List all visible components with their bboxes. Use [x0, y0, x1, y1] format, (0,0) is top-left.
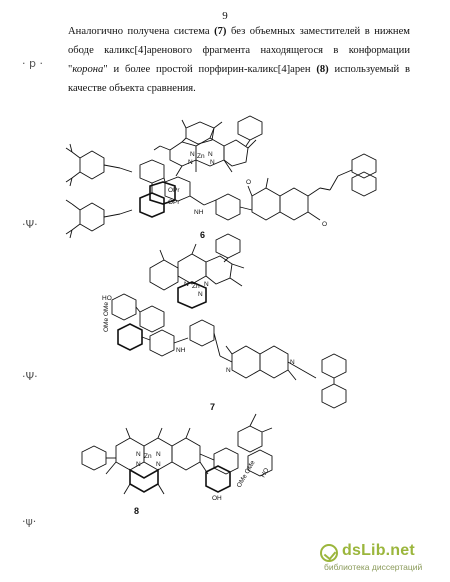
atom-label: OPr — [168, 199, 180, 206]
atom-label: O — [246, 179, 252, 186]
compound-label-6: 6 — [200, 230, 206, 240]
margin-mark: ·Ψ· — [22, 370, 38, 383]
atom-label: N — [290, 359, 295, 366]
watermark-title: dsLib.net — [342, 542, 415, 559]
text-segment: Аналогично получена система — [68, 26, 215, 37]
text-segment: " и более простой порфирин-каликс[4]арен — [103, 64, 317, 75]
atom-label: Zn — [144, 453, 152, 460]
atom-label: N — [136, 451, 141, 458]
atom-label: OPr — [168, 187, 180, 194]
compound-ref-8: (8) — [316, 64, 329, 75]
atom-label: N — [188, 159, 193, 166]
atom-label: Zn — [197, 153, 205, 160]
margin-mark: ·ψ· — [22, 515, 37, 528]
atom-label: N — [184, 281, 189, 288]
atom-label: OH — [212, 495, 222, 502]
atom-label: N — [210, 159, 215, 166]
atom-label: Zn — [192, 283, 200, 290]
atom-label: N — [190, 151, 195, 158]
compound-label-7: 7 — [210, 402, 216, 412]
watermark-subtitle: библиотека диссертаций — [324, 562, 423, 572]
text-segment: без объемных заместителей в нижнем ободе каликс[4]аренового фрагмента находящегося в конформации " — [68, 26, 410, 75]
text-segment: используемый в качестве объекта сравнения. — [68, 64, 410, 94]
compound-label-8: 8 — [134, 506, 140, 516]
compound-ref-7: (7) — [214, 26, 227, 37]
atom-label: N — [156, 451, 161, 458]
atom-label: NH — [194, 209, 204, 216]
atom-label: HO — [259, 467, 271, 479]
atom-label: OMe OMe — [103, 302, 110, 332]
checkmark-logo-icon — [320, 544, 338, 562]
atom-label: N — [226, 367, 231, 374]
atom-label: O — [322, 221, 328, 228]
atom-label: N — [156, 461, 161, 468]
watermark — [320, 544, 440, 574]
atom-label: HO — [102, 295, 112, 302]
atom-label: N — [208, 151, 213, 158]
atom-label: N — [136, 461, 141, 468]
margin-mark: · p · — [22, 57, 43, 70]
atom-label: N — [198, 291, 203, 298]
atom-label: OMe OMe — [235, 459, 257, 489]
page-number: 9 — [222, 10, 228, 22]
italic-term: корона — [72, 64, 104, 75]
atom-label: N — [204, 281, 209, 288]
body-paragraph — [68, 22, 410, 98]
margin-mark: ·Ψ· — [22, 218, 38, 231]
atom-label: NH — [176, 347, 186, 354]
